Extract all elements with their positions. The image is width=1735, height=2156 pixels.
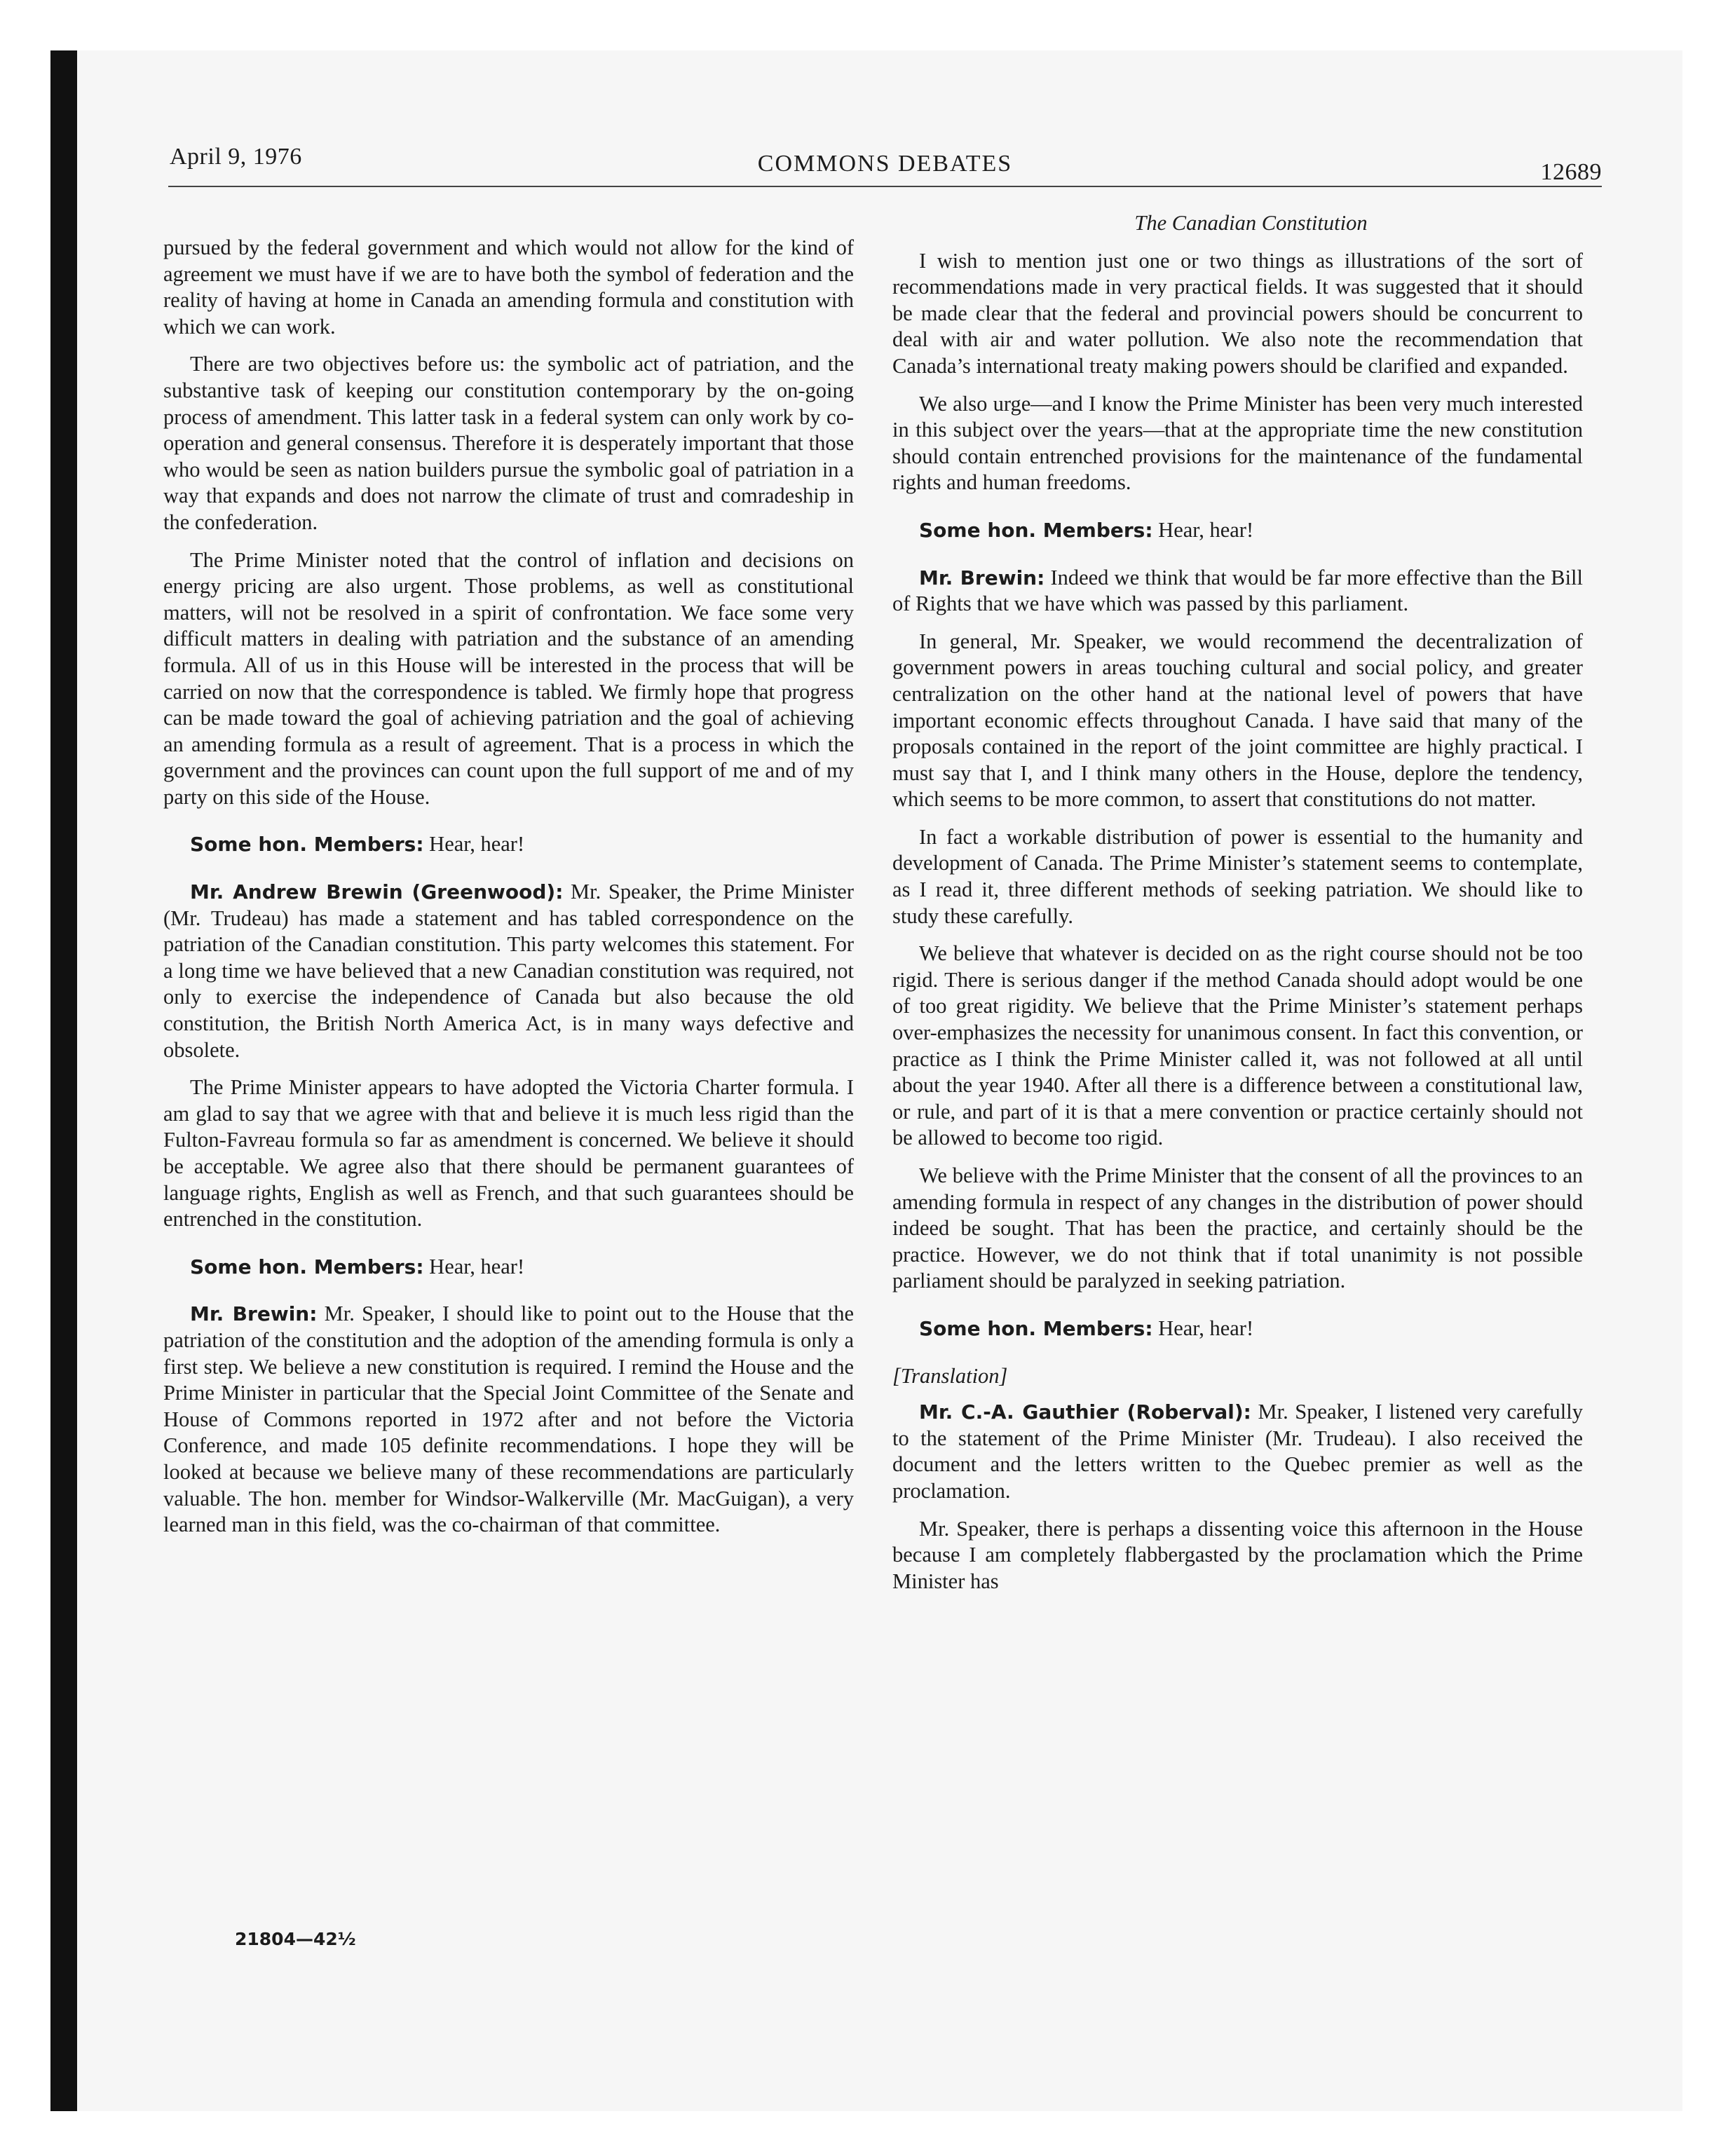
speech-paragraph (163, 879, 854, 1063)
speech-text: Hear, hear! (423, 832, 525, 857)
paragraph: In general, Mr. Speaker, we would recommend the decentralization of government powers in areas touching cultural and social policy, and greater centralization on the other hand at the national level of powers that have important economic effects throughout Canada. I have said that many of the proposals contained in the report of the joint committee are highly practical. I must say that I, and I think many others in the House, deplore the tendency, which seems to be more common, to assert that constitutions do not matter. (892, 629, 1583, 812)
paragraph: The Prime Minister noted that the control of inflation and decisions on energy pricing are also urgent. Those problems, as well as constitutional matters, will not be resolved in a spirit of confrontation. We face some very difficult matters in dealing with patriation and the substance of an amending formula. All of us in this House will be interested in the process that will be carried on now that the correspondence is tabled. We firmly hope that progress can be made toward the goal of achieving patriation and the goal of achieving an amending formula as a result of agreement. That is a process in which the government and the provinces can count upon the full support of me and of my party on this side of the House. (163, 547, 854, 809)
speaker-name: Mr. Brewin: (190, 1302, 318, 1326)
paragraph: There are two objectives before us: the symbolic act of patriation, and the substantive task of keeping our constitution contemporary by the on-going process of amendment. This latter task in a federal system can only work by co-operation and general consensus. Therefore it is desperately important that those who would be seen as nation builders pursue the symbolic goal of patriation in a way that expands and does not narrow the climate of trust and comradeship in the confederation. (163, 352, 854, 534)
speech-text: Hear, hear! (423, 1254, 525, 1278)
right-column (892, 210, 1583, 1606)
speaker-name: Some hon. Members: (919, 1316, 1153, 1340)
speech-paragraph (892, 1399, 1583, 1504)
speaker-name: Some hon. Members: (190, 1255, 424, 1278)
paragraph: The Prime Minister appears to have adopted the Victoria Charter formula. I am glad to say that we agree with that and believe it is much less rigid than the Fulton-Favreau formula so far as amendment is concerned. We believe it should be acceptable. We agree also that there should be permanent guarantees of language rights, English as well as French, and that such guarantees should be entrenched in the constitution. (163, 1075, 854, 1231)
section-title: The Canadian Constitution (1134, 211, 1368, 235)
speech-paragraph (163, 1301, 854, 1538)
speech-text: Mr. Speaker, I should like to point out to the House that the patriation of the constitution and the adoption of the amending formula is only a first step. We believe a new constitution is required. I remind the House and the Prime Minister in particular that the Special Joint Committee of the Senate and House of Commons reported in 1972 after and not before the Victoria Conference, and made 105 definite recommendations. I hope they will be looked at because we believe many of these recommendations are particularly valuable. The hon. member for Windsor-Walkerville (Mr. MacGuigan), a very learned man in this field, was the co-chairman of that committee. (163, 1302, 854, 1537)
speaker-name: Some hon. Members: (919, 518, 1153, 542)
speech-text: Hear, hear! (1152, 517, 1254, 542)
speaker-name: Mr. Andrew Brewin (Greenwood): (190, 880, 564, 904)
speech-text: Hear, hear! (1152, 1316, 1254, 1340)
speaker-name: Some hon. Members: (190, 833, 424, 857)
paragraph: We believe that whatever is decided on as the right course should not be too rigid. There is serious danger if the method Canada should adopt would be one of too great rigidity. We believe that the Prime Minister’s statement perhaps over-emphasizes the necessity for unanimous consent. In fact this convention, or practice as I think the Prime Minister called it, was not followed at all until about the year 1940. After all there is a difference between a constitutional law, or rule, and part of it is that a mere convention or practice certainly should not be allowed to become too rigid. (892, 941, 1583, 1150)
footer-code: 21804—42½ (235, 1929, 356, 1949)
speaker-name: Mr. Brewin: (919, 566, 1045, 589)
speech-paragraph (892, 565, 1583, 618)
interjection (163, 831, 854, 858)
left-column (163, 235, 854, 1550)
paragraph: Mr. Speaker, there is perhaps a dissenting voice this afternoon in the House because I am completely flabbergasted by the proclamation which the Prime Minister has (892, 1516, 1583, 1593)
paragraph: We also urge—and I know the Prime Minister has been very much interested in this subject over the years—that at the appropriate time the new constitution should contain entrenched provisions for the maintenance of the fundamental rights and human freedoms. (892, 391, 1583, 495)
paragraph: We believe with the Prime Minister that the consent of all the provinces to an amending formula in respect of any changes in the distribution of power should indeed be sought. That has been the practice, and certainly should be the practice. However, we do not think that if total unanimity is not possible parliament should be paralyzed in seeking patriation. (892, 1164, 1583, 1293)
speech-text: Indeed we think that would be far more effective than the Bill of Rights that we have which was passed by this parliament. (892, 565, 1583, 616)
translation-marker: [Translation] (892, 1363, 1008, 1388)
speaker-name: Mr. C.-A. Gauthier (Roberval): (919, 1400, 1251, 1424)
interjection (163, 1254, 854, 1281)
scan-edge (50, 50, 77, 2111)
page-number: 12689 (1540, 159, 1602, 185)
page-header (168, 144, 1602, 187)
paragraph: In fact a workable distribution of power is essential to the humanity and development of Canada. The Prime Minister’s statement seems to contemplate, as I read it, three different methods of seeking patriation. We should like to study these carefully. (892, 824, 1583, 928)
interjection (892, 1316, 1583, 1342)
header-title: COMMONS DEBATES (757, 151, 1013, 177)
speech-text: Mr. Speaker, I listened very carefully to the statement of the Prime Minister (Mr. Trudeau). I also received the document and the letters written to the Quebec premier as well as the proclamation. (892, 1400, 1583, 1503)
paragraph: I wish to mention just one or two things as illustrations of the sort of recommendations made in very practical fields. It was suggested that it should be made clear that the federal and provincial powers should be concurrent to deal with air and water pollution. We also note the recommendation that Canada’s international treaty making powers should be clarified and expanded. (892, 248, 1583, 378)
paragraph: pursued by the federal government and which would not allow for the kind of agreement we must have if we are to have both the symbol of federation and the reality of having at home in Canada an amending formula and constitution with which we can work. (163, 236, 854, 339)
header-date: April 9, 1976 (170, 144, 302, 170)
interjection (892, 517, 1583, 544)
speech-text: Mr. Speaker, the Prime Minister (Mr. Trudeau) has made a statement and has tabled correspondence on the patriation of the Canadian constitution. This party welcomes this statement. For a long time we have believed that a new Canadian constitution was required, not only to exercise the independence of Canada but also because the old constitution, the British North America Act, is in many ways defective and obsolete. (163, 880, 854, 1062)
